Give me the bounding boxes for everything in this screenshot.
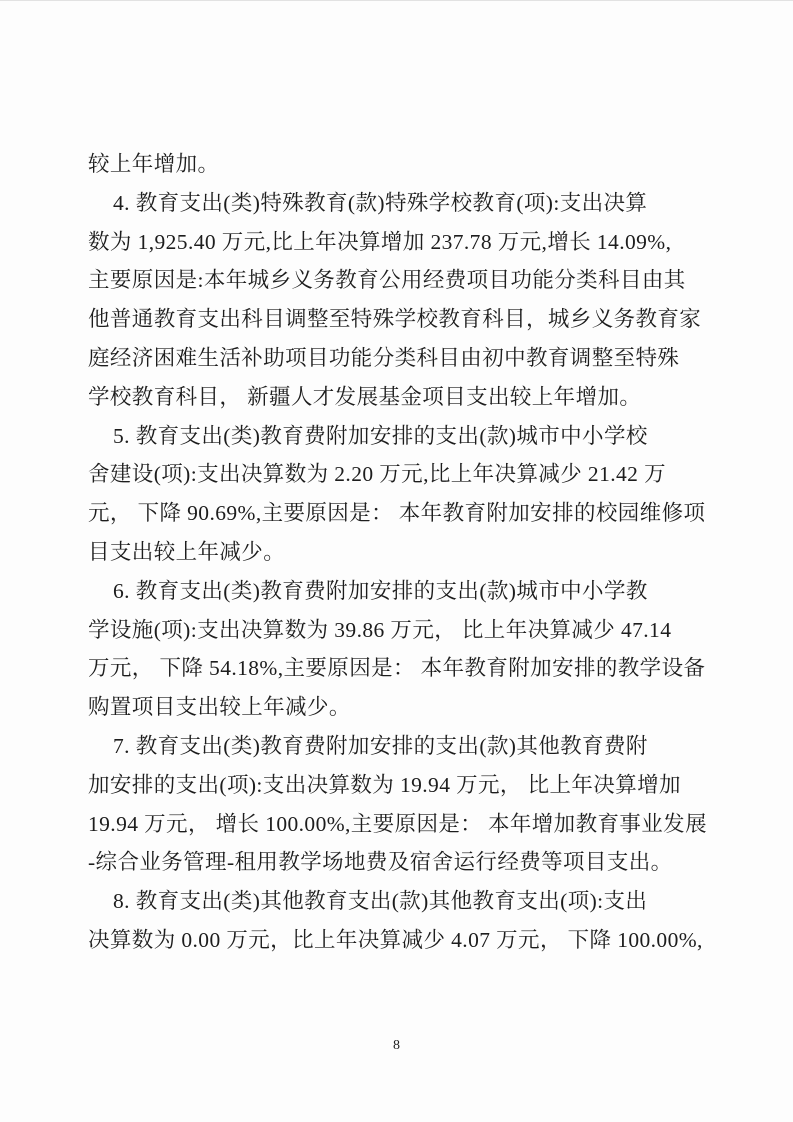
- text-line: 4. 教育支出(类)特殊教育(款)特殊学校教育(项):支出决算: [113, 190, 648, 215]
- text-line: 万元， 下降 54.18%,主要原因是： 本年教育附加安排的教学设备: [88, 656, 706, 681]
- text-line: 庭经济困难生活补助项目功能分类科目由初中教育调整至特殊: [88, 345, 680, 370]
- paragraph: [88, 727, 712, 882]
- paragraph: [88, 882, 712, 960]
- text-line: 较上年增加。: [88, 152, 220, 176]
- text-line: 购置项目支出较上年减少。: [88, 695, 351, 720]
- paragraph: [88, 572, 712, 727]
- text-line: 学校教育科目， 新疆人才发展基金项目支出较上年增加。: [88, 384, 642, 409]
- text-line: 主要原因是:本年城乡义务教育公用经费项目功能分类科目由其: [88, 268, 686, 293]
- text-line: 他普通教育支出科目调整至特殊学校教育科目，城乡义务教育家: [88, 307, 702, 332]
- paragraph: [88, 184, 712, 417]
- text-line: 舍建设(项):支出决算数为 2.20 万元,比上年决算减少 21.42 万: [88, 462, 666, 487]
- text-line: 19.94 万元， 增长 100.00%,主要原因是： 本年增加教育事业发展: [88, 811, 707, 836]
- text-line: 6. 教育支出(类)教育费附加安排的支出(款)城市中小学教: [113, 578, 648, 603]
- text-line: 决算数为 0.00 万元，比上年决算减少 4.07 万元， 下降 100.00%,: [88, 927, 703, 952]
- text-line: 5. 教育支出(类)教育费附加安排的支出(款)城市中小学校: [113, 423, 648, 448]
- text-line: 加安排的支出(项):支出决算数为 19.94 万元， 比上年决算增加: [88, 772, 681, 797]
- body-text: [88, 145, 712, 960]
- text-line: 数为 1,925.40 万元,比上年决算增加 237.78 万元,增长 14.09%,: [88, 229, 672, 254]
- text-line: 目支出较上年减少。: [88, 539, 286, 564]
- text-line: 7. 教育支出(类)教育费附加安排的支出(款)其他教育费附: [113, 733, 648, 758]
- text-line: 8. 教育支出(类)其他教育支出(款)其他教育支出(项):支出: [113, 889, 648, 914]
- paragraph: [88, 417, 712, 572]
- text-line: -综合业务管理-租用教学场地费及宿舍运行经费等项目支出。: [88, 850, 673, 875]
- page-number: 8: [393, 1038, 400, 1053]
- text-line: 元， 下降 90.69%,主要原因是： 本年教育附加安排的校园维修项: [88, 501, 706, 526]
- text-line: 学设施(项):支出决算数为 39.86 万元， 比上年决算减少 47.14: [88, 617, 672, 642]
- paragraph: [88, 145, 712, 184]
